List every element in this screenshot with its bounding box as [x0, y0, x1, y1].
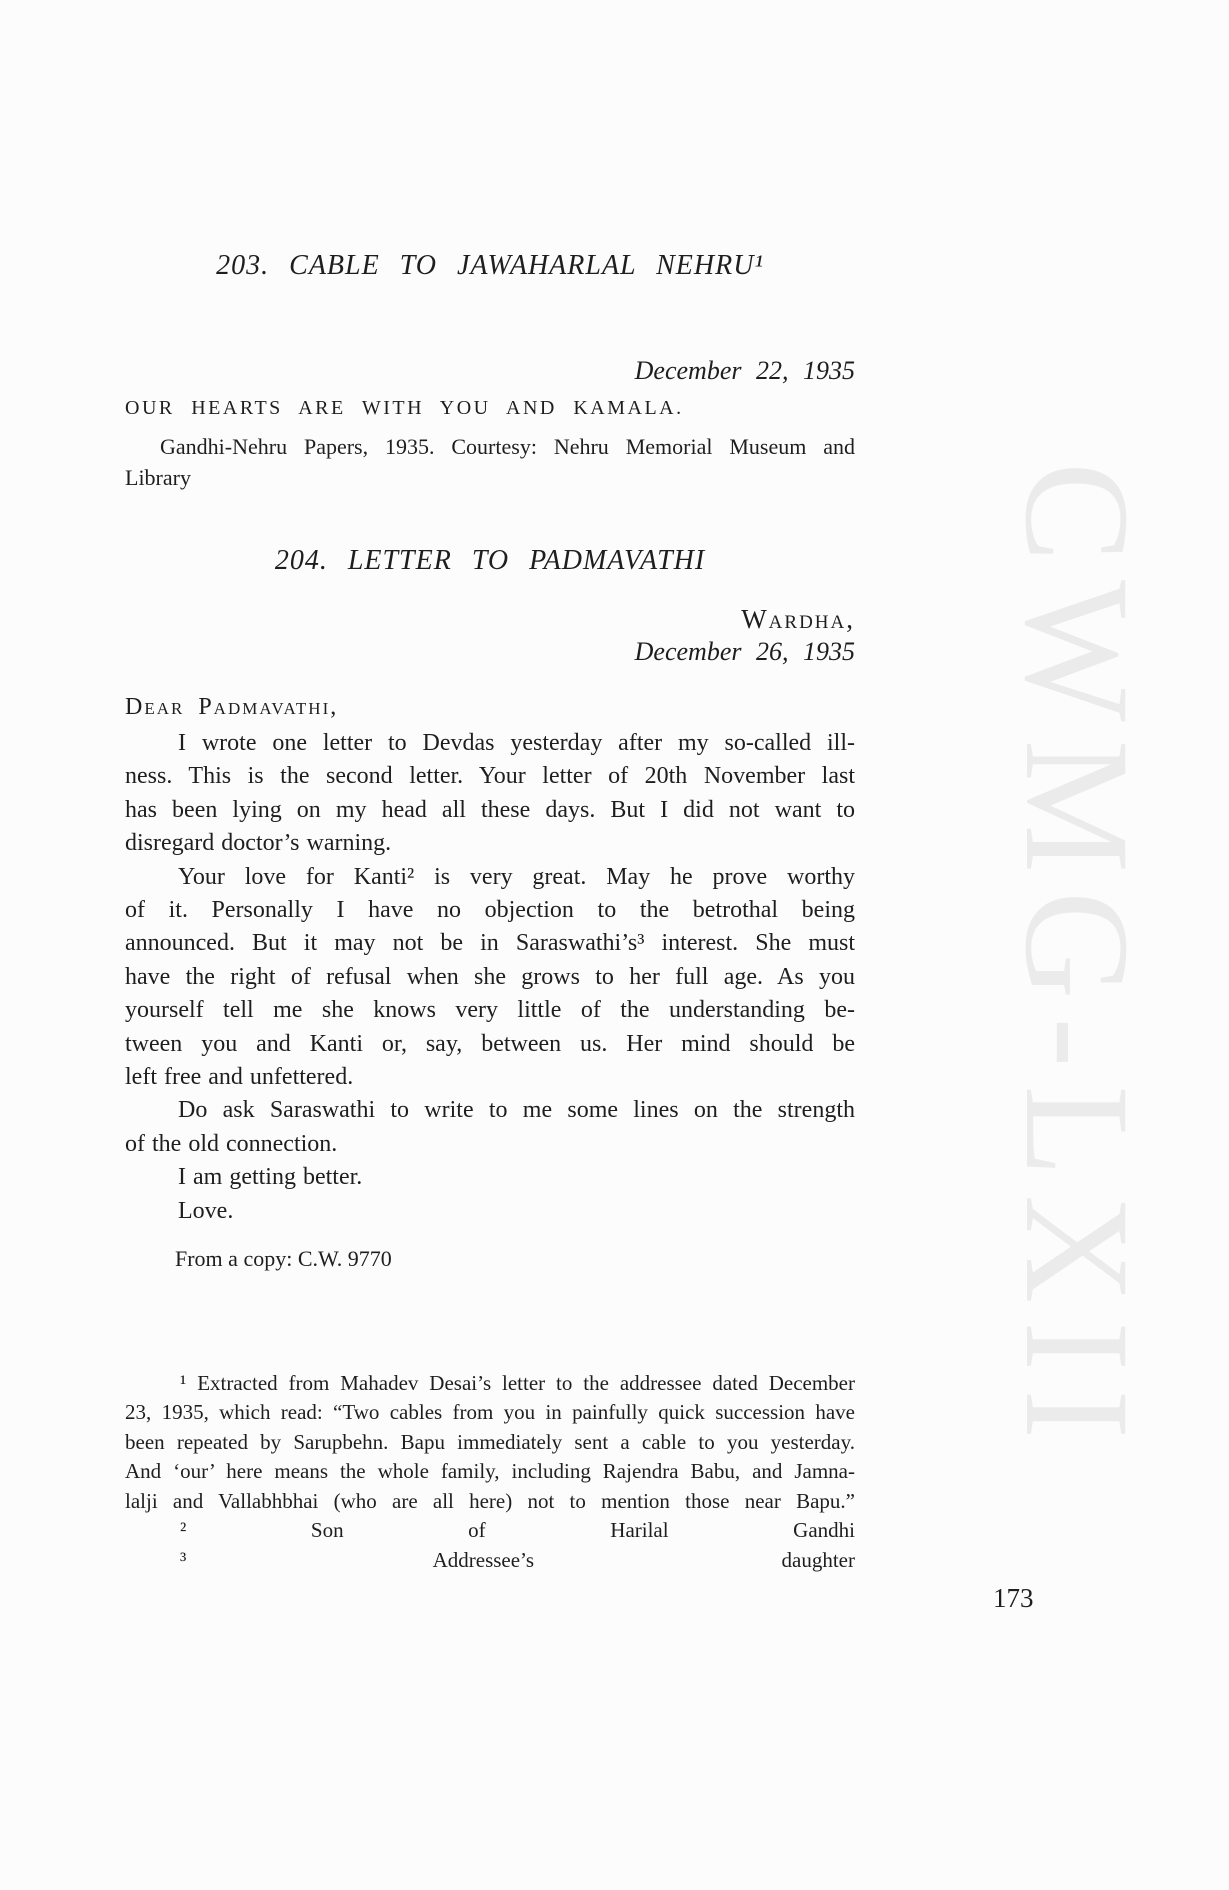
entry-204-place: Wardha,	[741, 604, 855, 634]
letter-line: disregard doctor’s warning.	[125, 830, 392, 856]
entry-204-salutation: Dear Padmavathi,	[125, 694, 339, 720]
letter-line: has been lying on my head all these days. But I did not want to	[125, 797, 855, 823]
letter-line: left free and unfettered.	[125, 1064, 354, 1090]
entry-203-source-line-1: Gandhi-Nehru Papers, 1935. Courtesy: Nehru Memorial Museum and	[160, 434, 855, 459]
entry-204-title: 204. LETTER TO PADMAVATHI	[274, 545, 706, 576]
letter-line: yourself tell me she knows very little of the understanding be-	[125, 997, 855, 1023]
footnote-line: ¹ Extracted from Mahadev Desai’s letter to the addressee dated December	[180, 1371, 855, 1395]
watermark-text: CWMG-LXII	[994, 462, 1160, 1458]
letter-line: announced. But it may not be in Saraswathi’s³ interest. She must	[125, 930, 855, 956]
footnote-line: been repeated by Sarupbehn. Bapu immediately sent a cable to you yesterday.	[125, 1430, 855, 1454]
letter-line: ness. This is the second letter. Your letter of 20th November last	[125, 763, 855, 789]
entry-203-date: December 22, 1935	[634, 356, 855, 385]
footnote-line: ² Son of Harilal Gandhi	[180, 1518, 855, 1542]
entry-204-date: December 26, 1935	[634, 637, 855, 666]
letter-closing-line: I am getting better.	[178, 1164, 363, 1190]
letter-line: Your love for Kanti² is very great. May he prove worthy	[178, 864, 855, 890]
entry-203-title: 203. CABLE TO JAWAHARLAL NEHRU¹	[216, 250, 764, 281]
letter-closing-line: Love.	[178, 1198, 234, 1224]
entry-204-source: From a copy: C.W. 9770	[175, 1246, 392, 1271]
letter-line: have the right of refusal when she grows to her full age. As you	[125, 964, 855, 990]
page-number: 173	[993, 1583, 1034, 1613]
footnote-line: 23, 1935, which read: “Two cables from you in painfully quick succession have	[125, 1400, 855, 1424]
footnote-line: ³ Addressee’s daughter	[180, 1548, 855, 1572]
letter-line: of the old connection.	[125, 1131, 338, 1157]
footnote-line: And ‘our’ here means the whole family, including Rajendra Babu, and Jamna-	[125, 1459, 855, 1483]
letter-line: tween you and Kanti or, say, between us. Her mind should be	[125, 1031, 855, 1057]
letter-line: Do ask Saraswathi to write to me some lines on the strength	[178, 1097, 855, 1123]
letter-line: of it. Personally I have no objection to the betrothal being	[125, 897, 855, 923]
letter-line: I wrote one letter to Devdas yesterday after my so-called ill-	[178, 730, 855, 756]
footnote-line: lalji and Vallabhbhai (who are all here) not to mention those near Bapu.”	[125, 1489, 855, 1513]
entry-203-source-line-2: Library	[125, 465, 191, 490]
entry-203-cable-text: OUR HEARTS ARE WITH YOU AND KAMALA.	[125, 397, 684, 419]
